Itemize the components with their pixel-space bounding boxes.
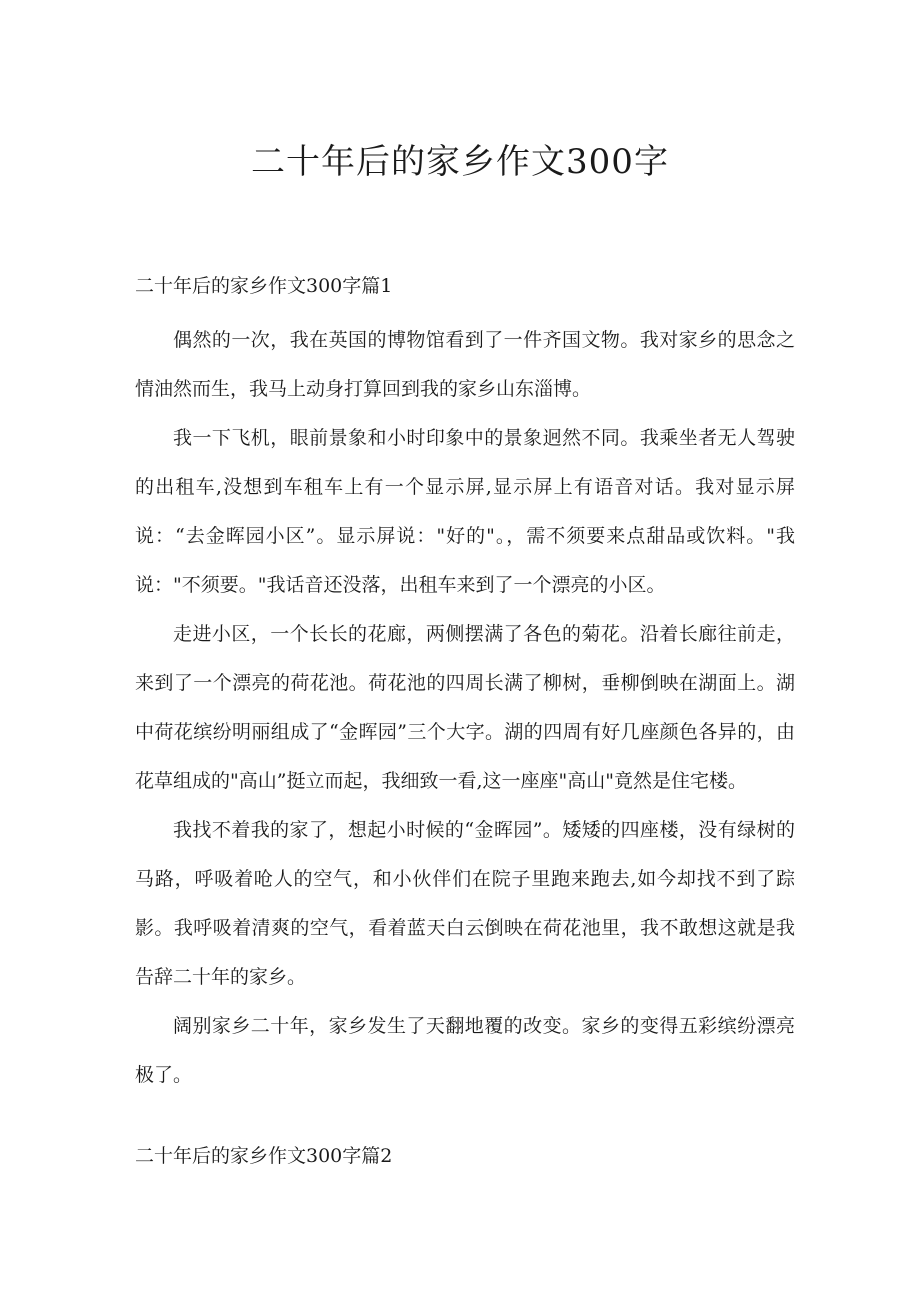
essay-paragraph: 阔别家乡二十年，家乡发生了天翻地覆的改变。家乡的变得五彩缤纷漂亮极了。 [135,1015,795,1086]
essay-paragraph: 我找不着我的家了，想起小时候的“金晖园”。矮矮的四座楼，没有绿树的马路，呼吸着呛人的空气，和小伙伴们在院子里跑来跑去,如今却找不到了踪影。我呼吸着清爽的空气，看着蓝天白云倒映在荷花池里，我不敢想这就是我告辞二十年的家乡。 [135,819,795,988]
document-title: 二十年后的家乡作文300字 [251,142,669,182]
essay-paragraph: 偶然的一次，我在英国的博物馆看到了一件齐国文物。我对家乡的思念之情油然而生，我马上动身打算回到我的家乡山东淄博。 [135,329,795,400]
essay-paragraph: 我一下飞机，眼前景象和小时印象中的景象迥然不同。我乘坐者无人驾驶的出租车,没想到车租车上有一个显示屏,显示屏上有语音对话。我对显示屏说：“去金晖园小区”。显示屏说："好的"。，需不须要来点甜品或饮料。"我说："不须要。"我话音还没落，出租车来到了一个漂亮的小区。 [135,427,795,596]
section-heading-2: 二十年后的家乡作文300字篇2 [135,1145,393,1167]
essay-paragraph: 走进小区，一个长长的花廊，两侧摆满了各色的菊花。沿着长廊往前走，来到了一个漂亮的荷花池。荷花池的四周长满了柳树，垂柳倒映在湖面上。湖中荷花缤纷明丽组成了“金晖园”三个大字。湖的四周有好几座颜色各异的，由花草组成的"高山”挺立而起，我细致一看,这一座座"高山"竟然是住宅楼。 [135,623,795,792]
section-heading-1: 二十年后的家乡作文300字篇1 [135,275,393,297]
essay-body-1 [135,316,795,1100]
